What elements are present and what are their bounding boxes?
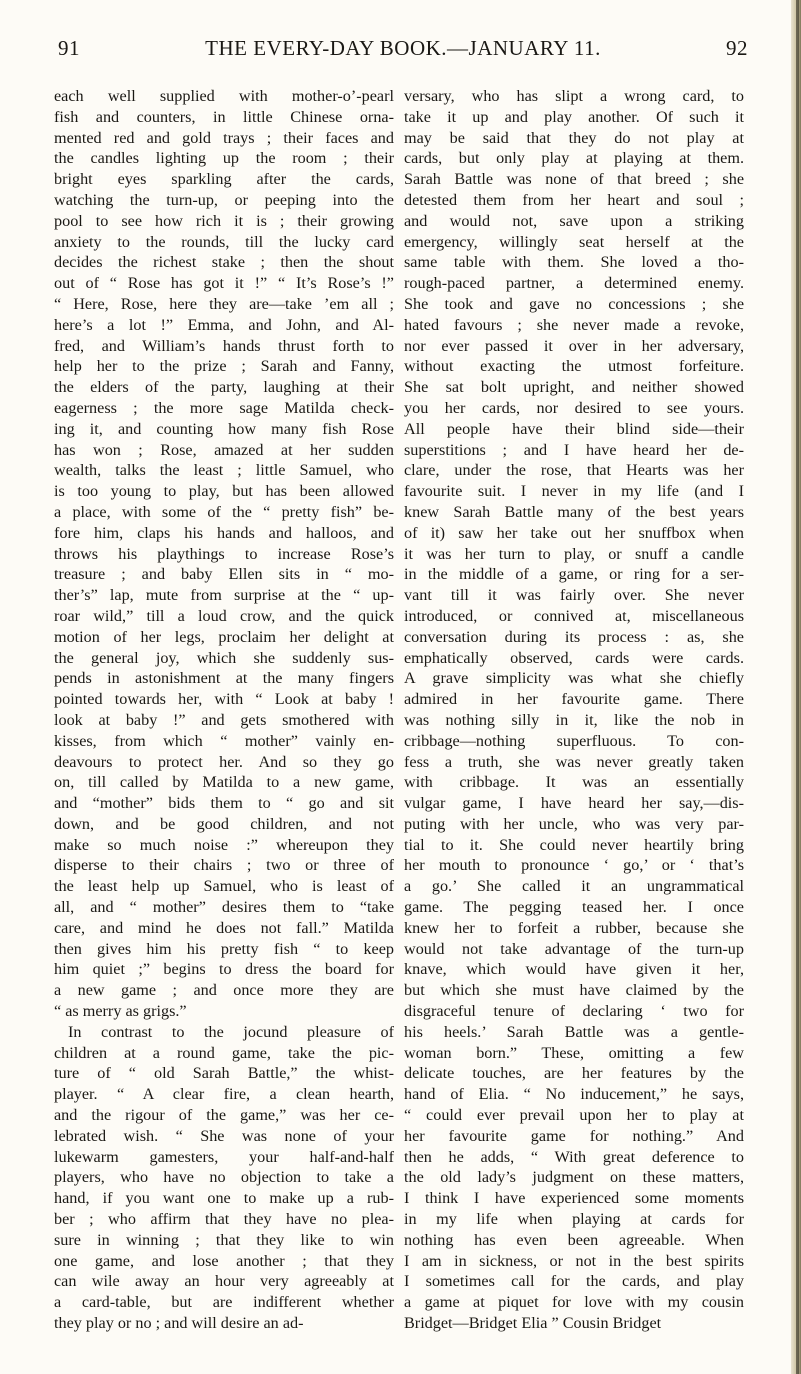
text-line: nothing has even been agreeable. When <box>404 1230 744 1249</box>
text-line: throws his playthings to increase Rose’s <box>54 544 394 563</box>
text-line: wealth, talks the least ; little Samuel, who <box>54 461 394 480</box>
text-line: you her cards, nor desired to see yours. <box>404 398 744 417</box>
text-line: pool to see how rich it is ; their growing <box>54 211 394 230</box>
text-line: then he adds, “ With great deference to <box>404 1147 744 1166</box>
text-line: hand of Elia. “ No inducement,” he says, <box>404 1085 744 1104</box>
text-line: children at a round game, take the pic- <box>54 1043 394 1062</box>
text-line: motion of her legs, proclaim her delight at <box>54 627 394 646</box>
text-line: cards, but only play at playing at them. <box>404 149 744 168</box>
text-line: all, and “ mother” desires them to “take <box>54 898 394 917</box>
text-line: A grave simplicity was what she chiefly <box>404 669 744 688</box>
page-edge-binding <box>796 0 799 1374</box>
text-line: rough-paced partner, a determined enemy. <box>404 274 744 293</box>
text-line: without exacting the utmost forfeiture. <box>404 357 744 376</box>
text-line: She took and gave no concessions ; she <box>404 294 744 313</box>
text-line: I think I have experienced some moments <box>404 1189 744 1208</box>
text-line: conversation during its process : as, she <box>404 627 744 646</box>
text-line: on, till called by Matilda to a new game, <box>54 773 394 792</box>
text-line: the least help up Samuel, who is least of <box>54 877 394 896</box>
text-line: look at baby !” and gets smothered with <box>54 710 394 729</box>
text-line: and would not, save upon a striking <box>404 211 744 230</box>
running-title: THE EVERY-DAY BOOK.—JANUARY 11. <box>205 35 601 60</box>
text-line: kisses, from which “ mother” vainly en- <box>54 731 394 750</box>
text-line: take it up and play another. Of such it <box>404 107 744 126</box>
text-line: a game at piquet for love with my cousin <box>404 1293 744 1312</box>
text-line: him quiet ;” begins to dress the board for <box>54 960 394 979</box>
text-line: here’s a lot !” Emma, and John, and Al- <box>54 315 394 334</box>
text-line: knew Sarah Battle many of the best years <box>404 502 744 521</box>
text-line: lukewarm gamesters, your half-and-half <box>54 1147 394 1166</box>
text-line: superstitions ; and I have heard her de- <box>404 440 744 459</box>
text-line: the old lady’s judgment on these matters, <box>404 1168 744 1187</box>
text-line: hated favours ; she never made a revoke, <box>404 315 744 334</box>
text-line: fore him, claps his hands and halloos, and <box>54 523 394 542</box>
text-line: players, who have no objection to take a <box>54 1168 394 1187</box>
running-header <box>58 34 748 62</box>
text-line: and the rigour of the game,” was her ce- <box>54 1106 394 1125</box>
text-line: down, and be good children, and not <box>54 814 394 833</box>
text-line: the elders of the party, laughing at their <box>54 378 394 397</box>
text-line: vulgar game, I have heard her say,—dis- <box>404 794 744 813</box>
text-line: hand, if you want one to make up a rub- <box>54 1189 394 1208</box>
text-line: can wile away an hour very agreeably at <box>54 1272 394 1291</box>
text-line: I sometimes call for the cards, and play <box>404 1272 744 1291</box>
text-line: ber ; who affirm that they have no plea- <box>54 1210 394 1229</box>
text-line: disperse to their chairs ; two or three of <box>54 856 394 875</box>
text-line: in my life when playing at cards for <box>404 1210 744 1229</box>
text-line: in the middle of a game, or ring for a ser- <box>404 565 744 584</box>
right-column <box>404 86 744 1334</box>
text-line: eagerness ; the more sage Matilda check- <box>54 398 394 417</box>
text-line: sure in winning ; that they like to win <box>54 1230 394 1249</box>
text-line: player. “ A clear fire, a clean hearth, <box>54 1085 394 1104</box>
text-line: deavours to protect her. And so they go <box>54 752 394 771</box>
text-line: She sat bolt upright, and neither showed <box>404 378 744 397</box>
text-line: the general joy, which she suddenly sus- <box>54 648 394 667</box>
text-line: lebrated wish. “ She was none of your <box>54 1126 394 1145</box>
text-line: watching the turn-up, or peeping into the <box>54 190 394 209</box>
text-line: pointed towards her, with “ Look at baby ! <box>54 690 394 709</box>
text-line: a go.’ She called it an ungrammatical <box>404 877 744 896</box>
text-line: ture of “ old Sarah Battle,” the whist- <box>54 1064 394 1083</box>
text-line: All people have their blind side—their <box>404 419 744 438</box>
page-number-left: 91 <box>58 35 80 60</box>
text-line: cribbage—nothing superfluous. To con- <box>404 731 744 750</box>
page-number-right: 92 <box>726 35 748 60</box>
text-line: is too young to play, but has been allowed <box>54 482 394 501</box>
text-line: make so much noise :” whereupon they <box>54 835 394 854</box>
text-line: disgraceful tenure of declaring ‘ two for <box>404 1002 744 1021</box>
text-line: ther’s” lap, mute from surprise at the “ up- <box>54 586 394 605</box>
text-line: a card-table, but are indifferent whether <box>54 1293 394 1312</box>
text-line: was nothing silly in it, like the nob in <box>404 710 744 729</box>
text-line: Bridget—Bridget Elia ” Cousin Bridget <box>404 1314 662 1333</box>
text-line: with cribbage. It was an essentially <box>404 773 744 792</box>
text-line: favourite suit. I never in my life (and I <box>404 482 744 501</box>
text-line: anxiety to the rounds, till the lucky card <box>54 232 394 251</box>
text-line: “ as merry as grigs.” <box>54 1002 187 1021</box>
text-line: admired in her favourite game. There <box>404 690 744 709</box>
text-line: bright eyes sparkling after the cards, <box>54 170 394 189</box>
text-line: pends in astonishment at the many fingers <box>54 669 394 688</box>
text-line: “ could ever prevail upon her to play at <box>404 1106 744 1125</box>
text-line: detested them from her heart and soul ; <box>404 190 744 209</box>
text-line: fess a truth, she was never greatly taken <box>404 752 744 771</box>
text-line: knave, which would have given it her, <box>404 960 744 979</box>
text-line: help her to the prize ; Sarah and Fanny, <box>54 357 394 376</box>
text-line: may be said that they do not play at <box>404 128 744 147</box>
text-line: puting with her uncle, who was very par- <box>404 814 744 833</box>
text-line: it was her turn to play, or snuff a candle <box>404 544 744 563</box>
text-line: tial to it. She could never heartily bring <box>404 835 744 854</box>
text-line: of it) saw her take out her snuffbox when <box>404 523 744 542</box>
text-line: game. The pegging teased her. I once <box>404 898 744 917</box>
text-line: her favourite game for nothing.” And <box>404 1126 744 1145</box>
text-line: delicate touches, are her features by the <box>404 1064 744 1083</box>
text-line: they play or no ; and will desire an ad- <box>54 1314 304 1333</box>
text-line: a place, with some of the “ pretty fish” be- <box>54 502 394 521</box>
text-line: a new game ; and once more they are <box>54 981 394 1000</box>
text-line: treasure ; and baby Ellen sits in “ mo- <box>54 565 394 584</box>
text-line: same table with them. She loved a tho- <box>404 253 744 272</box>
text-line: out of “ Rose has got it !” “ It’s Rose’s !” <box>54 274 394 293</box>
text-line: emergency, willingly seat herself at the <box>404 232 744 251</box>
text-line: woman born.” These, omitting a few <box>404 1043 744 1062</box>
text-line: has won ; Rose, amazed at her sudden <box>54 440 394 459</box>
text-line: knew her to forfeit a rubber, because she <box>404 918 744 937</box>
text-line: decides the richest stake ; then the shout <box>54 253 394 272</box>
text-line: then gives him his pretty fish “ to keep <box>54 939 394 958</box>
text-line: introduced, or connived at, miscellaneous <box>404 606 744 625</box>
text-line: nor ever passed it over in her adversary, <box>404 336 744 355</box>
text-line: vant till it was fairly over. She never <box>404 586 744 605</box>
text-line: care, and mind he does not fall.” Matilda <box>54 918 394 937</box>
text-line: In contrast to the jocund pleasure of <box>68 1022 394 1041</box>
text-line: fish and counters, in little Chinese orna- <box>54 107 394 126</box>
text-line: I am in sickness, or not in the best spirits <box>404 1251 744 1270</box>
text-line: and “mother” bids them to “ go and sit <box>54 794 394 813</box>
text-line: would not take advantage of the turn-up <box>404 939 744 958</box>
text-line: versary, who has slipt a wrong card, to <box>404 87 744 105</box>
left-column <box>54 86 394 1334</box>
text-line: ing it, and counting how many fish Rose <box>54 419 394 438</box>
text-line: roar wild,” till a loud crow, and the quick <box>54 606 394 625</box>
text-line: but which she must have claimed by the <box>404 981 744 1000</box>
text-line: “ Here, Rose, here they are—take ’em all ; <box>54 294 394 313</box>
text-line: her mouth to pronounce ‘ go,’ or ‘ that’s <box>404 856 744 875</box>
text-line: each well supplied with mother-o’-pearl <box>54 87 394 105</box>
text-line: clare, under the rose, that Hearts was her <box>404 461 744 480</box>
text-line: his heels.’ Sarah Battle was a gentle- <box>404 1022 744 1041</box>
text-line: emphatically observed, cards were cards. <box>404 648 744 667</box>
text-line: Sarah Battle was none of that breed ; she <box>404 170 744 189</box>
text-line: one game, and lose another ; that they <box>54 1251 394 1270</box>
text-line: fred, and William’s hands thrust forth to <box>54 336 394 355</box>
text-line: the candles lighting up the room ; their <box>54 149 394 168</box>
text-line: mented red and gold trays ; their faces and <box>54 128 394 147</box>
